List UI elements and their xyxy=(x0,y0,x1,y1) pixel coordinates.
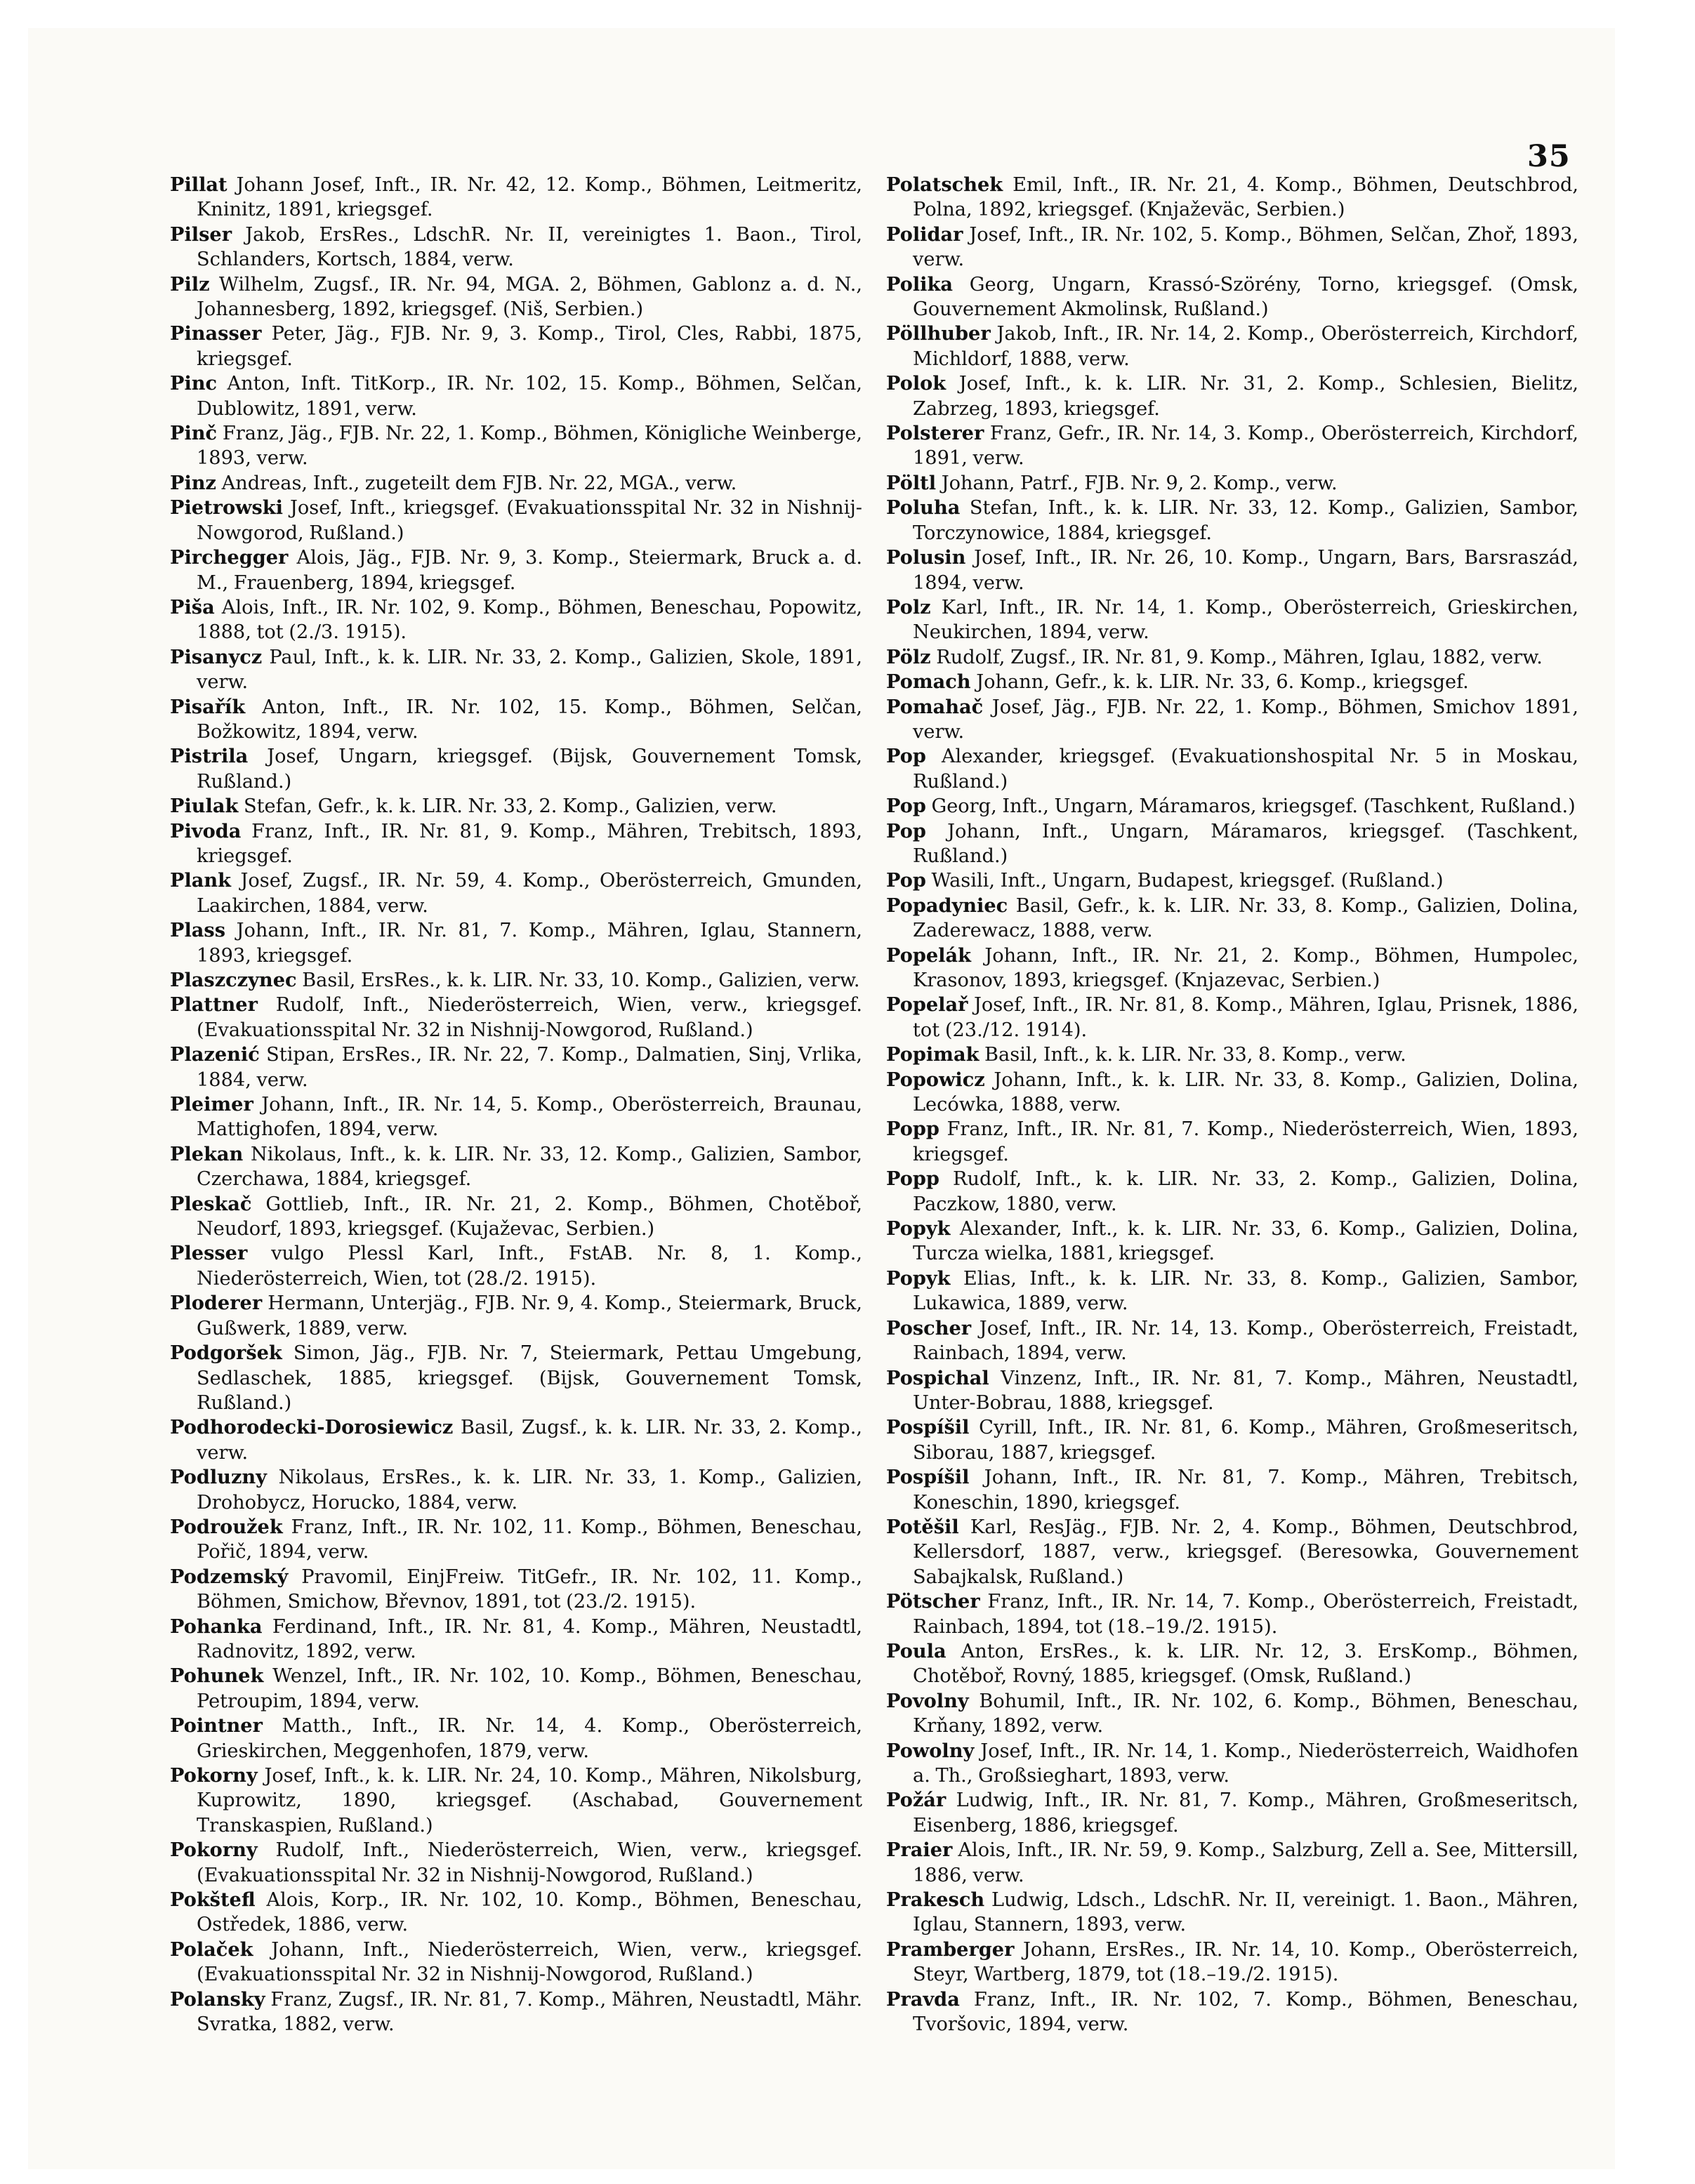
entry-details: Basil, Gefr., k. k. LIR. Nr. 33, 8. Komp., Galizien, Dolina, Zaderewacz, 1888, verw. xyxy=(913,894,1578,942)
entry-surname: Pirchegger xyxy=(170,546,289,569)
entry-surname: Polusin xyxy=(886,546,966,569)
entry-details: Rudolf, Inft., Niederösterreich, Wien, verw., kriegsgef. (Evakuationsspital Nr. 32 in Nishnij-Nowgorod, Rußland.) xyxy=(197,1839,862,1886)
entry-details: Johann, Inft., Niederösterreich, Wien, verw., kriegsgef. (Evakuationsspital Nr. 32 in Nishnij-Nowgorod, Rußland.) xyxy=(197,1938,862,1986)
list-entry xyxy=(170,1888,862,1938)
entry-details: Johann Josef, Inft., IR. Nr. 42, 12. Komp., Böhmen, Leitmeritz, Kninitz, 1891, kriegsgef. xyxy=(197,174,862,221)
entry-surname: Powolny xyxy=(886,1739,975,1762)
entry-details: Josef, Inft., IR. Nr. 102, 5. Komp., Böhmen, Selčan, Zhoř, 1893, verw. xyxy=(913,223,1578,271)
list-entry xyxy=(886,1465,1578,1515)
entry-details: Ludwig, Inft., IR. Nr. 81, 7. Komp., Mähren, Großmeseritsch, Eisenberg, 1886, kriegsgef. xyxy=(913,1789,1578,1836)
entry-details: Andreas, Inft., zugeteilt dem FJB. Nr. 22, MGA., verw. xyxy=(216,472,737,494)
list-entry xyxy=(886,819,1578,869)
entry-details: Josef, Inft., kriegsgef. (Evakuationsspital Nr. 32 in Nishnij-Nowgorod, Rußland.) xyxy=(197,497,862,544)
list-entry xyxy=(886,695,1578,745)
entry-details: Jakob, Inft., IR. Nr. 14, 2. Komp., Oberösterreich, Kirchdorf, Michldorf, 1888, verw. xyxy=(913,323,1578,370)
entry-surname: Popyk xyxy=(886,1266,951,1290)
entry-surname: Podluzny xyxy=(170,1466,267,1489)
list-entry xyxy=(170,1763,862,1838)
entry-details: Nikolaus, Inft., k. k. LIR. Nr. 33, 12. Komp., Galizien, Sambor, Czerchawa, 1884, kriegsgef. xyxy=(197,1143,862,1191)
entry-surname: Podhorodecki-Dorosiewicz xyxy=(170,1416,454,1439)
entry-details: Josef, Inft., IR. Nr. 14, 13. Komp., Oberösterreich, Freistadt, Rainbach, 1894, verw. xyxy=(913,1317,1578,1365)
entry-details: Basil, Zugsf., k. k. LIR. Nr. 33, 2. Komp., verw. xyxy=(197,1417,862,1464)
list-entry xyxy=(886,1639,1578,1689)
list-entry xyxy=(170,819,862,869)
entry-surname: Požár xyxy=(886,1789,947,1812)
entry-details: Peter, Jäg., FJB. Nr. 9, 3. Komp., Tirol, Cles, Rabbi, 1875, kriegsgef. xyxy=(197,323,862,370)
entry-details: Hermann, Unterjäg., FJB. Nr. 9, 4. Komp., Steiermark, Bruck, Gußwerk, 1889, verw. xyxy=(197,1292,862,1339)
list-entry xyxy=(886,421,1578,471)
entry-surname: Popelák xyxy=(886,944,971,967)
list-entry xyxy=(170,496,862,545)
list-entry xyxy=(170,471,862,496)
entry-details: Franz, Inft., IR. Nr. 102, 11. Komp., Böhmen, Beneschau, Pořič, 1894, verw. xyxy=(197,1516,862,1563)
entry-surname: Pomahač xyxy=(886,695,984,718)
entry-details: Ludwig, Ldsch., LdschR. Nr. II, vereinigt. 1. Baon., Mähren, Iglau, Stannern, 1893, verw. xyxy=(913,1889,1578,1936)
list-entry xyxy=(170,1341,862,1415)
list-entry xyxy=(170,173,862,223)
entry-details: Nikolaus, ErsRes., k. k. LIR. Nr. 33, 1. Komp., Galizien, Drohobycz, Horucko, 1884, verw. xyxy=(197,1467,862,1514)
entry-details: Anton, Inft., IR. Nr. 102, 15. Komp., Böhmen, Selčan, Božkowitz, 1894, verw. xyxy=(197,696,862,743)
list-entry xyxy=(170,545,862,595)
entry-details: Emil, Inft., IR. Nr. 21, 4. Komp., Böhmen, Deutschbrod, Polna, 1892, kriegsgef. (Knjaževäc, Serbien.) xyxy=(913,174,1578,221)
list-entry xyxy=(886,1415,1578,1465)
entry-surname: Plaszczynec xyxy=(170,969,297,991)
list-entry xyxy=(170,1987,862,2037)
list-entry xyxy=(170,695,862,745)
entry-surname: Plazenić xyxy=(170,1043,260,1066)
entry-details: Rudolf, Inft., Niederösterreich, Wien, verw., kriegsgef. (Evakuationsspital Nr. 32 in Nishnij-Nowgorod, Rußland.) xyxy=(197,994,862,1041)
entry-surname: Pohanka xyxy=(170,1615,263,1638)
list-entry xyxy=(170,868,862,918)
list-entry xyxy=(886,944,1578,993)
entry-surname: Plekan xyxy=(170,1142,244,1165)
entry-details: Rudolf, Inft., k. k. LIR. Nr. 33, 2. Komp., Galizien, Dolina, Paczkow, 1880, verw. xyxy=(913,1168,1578,1215)
entry-surname: Pokorny xyxy=(170,1764,258,1787)
entry-surname: Pop xyxy=(886,869,926,892)
entry-surname: Pohunek xyxy=(170,1665,264,1688)
entry-details: Alois, Korp., IR. Nr. 102, 10. Komp., Böhmen, Beneschau, Ostředek, 1886, verw. xyxy=(197,1889,862,1936)
entry-surname: Pilser xyxy=(170,223,232,246)
entry-surname: Pleskač xyxy=(170,1192,252,1215)
entry-surname: Polansky xyxy=(170,1987,265,2011)
entry-surname: Pöllhuber xyxy=(886,322,991,345)
entry-surname: Polsterer xyxy=(886,422,984,445)
list-entry xyxy=(170,744,862,794)
list-entry xyxy=(170,1142,862,1192)
entry-surname: Pistrila xyxy=(170,745,249,768)
entry-details: Johann, ErsRes., IR. Nr. 14, 10. Komp., Oberösterreich, Steyr, Wartberg, 1879, tot (18.–19./2. 1915). xyxy=(913,1938,1578,1986)
list-entry xyxy=(886,1117,1578,1167)
list-entry xyxy=(170,223,862,272)
entry-surname: Pop xyxy=(886,795,926,818)
entry-surname: Podgoršek xyxy=(170,1342,282,1365)
entry-details: Stefan, Gefr., k. k. LIR. Nr. 33, 2. Komp., Galizien, verw. xyxy=(238,795,777,818)
entry-surname: Potěšil xyxy=(886,1515,959,1538)
list-entry xyxy=(170,1241,862,1291)
entry-details: Ferdinand, Inft., IR. Nr. 81, 4. Komp., Mähren, Neustadtl, Radnovitz, 1892, verw. xyxy=(197,1615,862,1662)
list-entry xyxy=(170,1565,862,1615)
entry-details: Georg, Inft., Ungarn, Máramaros, kriegsgef. (Taschkent, Rußland.) xyxy=(925,795,1576,818)
entry-details: Bohumil, Inft., IR. Nr. 102, 6. Komp., Böhmen, Beneschau, Krňany, 1892, verw. xyxy=(913,1690,1578,1738)
list-entry xyxy=(886,1788,1578,1838)
entry-details: Josef, Ungarn, kriegsgef. (Bijsk, Gouvernement Tomsk, Rußland.) xyxy=(197,746,862,793)
entry-details: Johann, Inft., k. k. LIR. Nr. 33, 8. Komp., Galizien, Dolina, Lecówka, 1888, verw. xyxy=(913,1068,1578,1116)
entry-details: Johann, Patrf., FJB. Nr. 9, 2. Komp., verw. xyxy=(936,472,1338,494)
list-entry xyxy=(886,1888,1578,1938)
list-entry xyxy=(886,471,1578,496)
list-entry xyxy=(170,1714,862,1763)
entry-surname: Polaček xyxy=(170,1938,253,1961)
entry-surname: Popyk xyxy=(886,1217,951,1240)
entry-surname: Pop xyxy=(886,745,926,768)
entry-surname: Polz xyxy=(886,595,931,618)
list-entry xyxy=(170,1291,862,1341)
entry-surname: Polok xyxy=(886,372,947,395)
entry-details: Vinzenz, Inft., IR. Nr. 81, 7. Komp., Mähren, Neustadtl, Unter-Bobrau, 1888, kriegsgef. xyxy=(913,1367,1578,1414)
entry-details: Wenzel, Inft., IR. Nr. 102, 10. Komp., Böhmen, Beneschau, Petroupim, 1894, verw. xyxy=(197,1665,862,1712)
entry-details: Basil, Inft., k. k. LIR. Nr. 33, 8. Komp., verw. xyxy=(979,1044,1406,1066)
entry-details: vulgo Plessl Karl, Inft., FstAB. Nr. 8, 1. Komp., Niederösterreich, Wien, tot (28./2. 1915). xyxy=(197,1243,862,1290)
entry-details: Matth., Inft., IR. Nr. 14, 4. Komp., Oberösterreich, Grieskirchen, Meggenhofen, 1879, verw. xyxy=(197,1715,862,1762)
list-entry xyxy=(886,670,1578,694)
entry-surname: Pospichal xyxy=(886,1366,989,1389)
list-entry xyxy=(170,272,862,322)
entry-details: Franz, Gefr., IR. Nr. 14, 3. Komp., Oberösterreich, Kirchdorf, 1891, verw. xyxy=(913,423,1578,470)
entry-details: Karl, Inft., IR. Nr. 14, 1. Komp., Oberösterreich, Grieskirchen, Neukirchen, 1894, verw. xyxy=(913,596,1578,644)
entry-details: Franz, Inft., IR. Nr. 102, 7. Komp., Böhmen, Beneschau, Tvoršovic, 1894, verw. xyxy=(913,1988,1578,2036)
entry-surname: Popimak xyxy=(886,1043,980,1066)
entry-details: Anton, ErsRes., k. k. LIR. Nr. 12, 3. ErsKomp., Böhmen, Chotěboř, Rovný, 1885, kriegsgef. (Omsk, Rußland.) xyxy=(913,1640,1578,1688)
entry-surname: Pokštefl xyxy=(170,1888,256,1912)
list-entry xyxy=(170,1938,862,1987)
list-entry xyxy=(886,794,1578,819)
entry-details: Jakob, ErsRes., LdschR. Nr. II, vereinigtes 1. Baon., Tirol, Schlanders, Kortsch, 1884, verw. xyxy=(197,223,862,271)
entry-surname: Pospíšil xyxy=(886,1416,970,1439)
list-entry xyxy=(886,1987,1578,2037)
entry-details: Franz, Inft., IR. Nr. 14, 7. Komp., Oberösterreich, Freistadt, Rainbach, 1894, tot (18.–19./2. 1915). xyxy=(913,1591,1578,1638)
list-entry xyxy=(886,1167,1578,1217)
entry-surname: Plattner xyxy=(170,993,258,1017)
entry-details: Simon, Jäg., FJB. Nr. 7, Steiermark, Pettau Umgebung, Sedlaschek, 1885, kriegsgef. (Bijsk, Gouvernement Tomsk, Rußland.) xyxy=(197,1342,862,1414)
entry-details: Johann, Inft., IR. Nr. 14, 5. Komp., Oberösterreich, Braunau, Mattighofen, 1894, verw. xyxy=(197,1094,862,1141)
list-entry xyxy=(886,371,1578,421)
entry-surname: Popadyniec xyxy=(886,894,1008,917)
entry-details: Stefan, Inft., k. k. LIR. Nr. 33, 12. Komp., Galizien, Sambor, Torczynowice, 1884, kriegsgef. xyxy=(913,497,1578,544)
entry-surname: Povolny xyxy=(886,1689,969,1712)
document-page xyxy=(28,28,1615,2169)
list-entry xyxy=(886,1838,1578,1888)
list-entry xyxy=(886,322,1578,371)
entry-surname: Pötscher xyxy=(886,1590,980,1613)
entry-details: Josef, Inft., IR. Nr. 81, 8. Komp., Mähren, Iglau, Prisnek, 1886, tot (23./12. 1914). xyxy=(913,994,1578,1041)
entry-surname: Pointner xyxy=(170,1714,263,1738)
entry-surname: Plass xyxy=(170,919,226,942)
entry-surname: Pölz xyxy=(886,645,931,668)
entry-surname: Pillat xyxy=(170,173,227,196)
list-entry xyxy=(170,322,862,371)
entry-surname: Popp xyxy=(886,1118,939,1141)
list-entry xyxy=(886,993,1578,1043)
right-column xyxy=(886,173,1578,2037)
entry-details: Karl, ResJäg., FJB. Nr. 2, 4. Komp., Böhmen, Deutschbrod, Kellersdorf, 1887, verw., kriegsgef. (Beresowka, Gouvernement Sabajkalsk, Rußland.) xyxy=(913,1516,1578,1588)
list-entry xyxy=(886,1366,1578,1416)
entry-details: Josef, Inft., IR. Nr. 14, 1. Komp., Niederösterreich, Waidhofen a. Th., Großsieghart, 1893, verw. xyxy=(913,1740,1578,1787)
entry-details: Franz, Inft., IR. Nr. 81, 7. Komp., Niederösterreich, Wien, 1893, kriegsgef. xyxy=(913,1118,1578,1165)
entry-surname: Pomach xyxy=(886,670,971,694)
list-entry xyxy=(886,744,1578,794)
entry-details: Johann, Inft., IR. Nr. 81, 7. Komp., Mähren, Iglau, Stannern, 1893, kriegsgef. xyxy=(197,920,862,967)
entry-details: Alexander, kriegsgef. (Evakuationshospital Nr. 5 in Moskau, Rußland.) xyxy=(913,746,1578,793)
entry-surname: Pinasser xyxy=(170,322,262,345)
entry-surname: Prakesch xyxy=(886,1888,985,1912)
page-number: 35 xyxy=(1527,139,1571,174)
entry-details: Alois, Inft., IR. Nr. 102, 9. Komp., Böhmen, Beneschau, Popowitz, 1888, tot (2./3. 1915). xyxy=(197,596,862,644)
entry-surname: Pöltl xyxy=(886,471,937,494)
list-entry xyxy=(170,595,862,645)
entry-details: Johann, Inft., IR. Nr. 21, 2. Komp., Böhmen, Humpolec, Krasonov, 1893, kriegsgef. (Knjazevac, Serbien.) xyxy=(913,944,1578,991)
list-entry xyxy=(886,1739,1578,1789)
list-entry xyxy=(170,645,862,695)
entry-details: Gottlieb, Inft., IR. Nr. 21, 2. Komp., Böhmen, Chotěboř, Neudorf, 1893, kriegsgef. (Kujaževac, Serbien.) xyxy=(197,1193,862,1240)
entry-surname: Pivoda xyxy=(170,819,242,842)
entry-details: Wilhelm, Zugsf., IR. Nr. 94, MGA. 2, Böhmen, Gablonz a. d. N., Johannesberg, 1892, kriegsgef. (Niš, Serbien.) xyxy=(197,273,862,321)
entry-details: Josef, Inft., IR. Nr. 26, 10. Komp., Ungarn, Bars, Barsraszád, 1894, verw. xyxy=(913,547,1578,594)
entry-surname: Pietrowski xyxy=(170,496,283,519)
entry-surname: Pisařík xyxy=(170,695,246,718)
list-entry xyxy=(886,645,1578,670)
list-entry xyxy=(886,173,1578,223)
entry-details: Johann, Inft., Ungarn, Máramaros, kriegsgef. (Taschkent, Rußland.) xyxy=(913,820,1578,867)
entry-surname: Pravda xyxy=(886,1987,960,2011)
entry-surname: Podroužek xyxy=(170,1515,283,1538)
entry-surname: Polidar xyxy=(886,223,963,246)
entry-details: Georg, Ungarn, Krassó-Szörény, Torno, kriegsgef. (Omsk, Gouvernement Akmolinsk, Rußland.) xyxy=(913,273,1578,321)
entry-details: Josef, Inft., k. k. LIR. Nr. 24, 10. Komp., Mähren, Nikolsburg, Kuprowitz, 1890, kriegsgef. (Aschabad, Gouvernement Transkaspien, Rußland.) xyxy=(197,1765,862,1836)
entry-surname: Pinz xyxy=(170,471,216,494)
entry-surname: Plesser xyxy=(170,1242,248,1265)
entry-details: Franz, Zugsf., IR. Nr. 81, 7. Komp., Mähren, Neustadtl, Mähr. Svratka, 1882, verw. xyxy=(197,1988,862,2036)
entry-details: Alexander, Inft., k. k. LIR. Nr. 33, 6. Komp., Galizien, Dolina, Turcza wielka, 1881, kriegsgef. xyxy=(913,1218,1578,1265)
entry-surname: Pokorny xyxy=(170,1839,258,1862)
entry-details: Alois, Inft., IR. Nr. 59, 9. Komp., Salzburg, Zell a. See, Mittersill, 1886, verw. xyxy=(913,1839,1578,1886)
entry-details: Wasili, Inft., Ungarn, Budapest, kriegsgef. (Rußland.) xyxy=(925,870,1444,892)
entry-surname: Poscher xyxy=(886,1316,972,1339)
entry-details: Franz, Jäg., FJB. Nr. 22, 1. Komp., Böhmen, Königliche Weinberge, 1893, verw. xyxy=(197,423,862,470)
entry-details: Stipan, ErsRes., IR. Nr. 22, 7. Komp., Dalmatien, Sinj, Vrlika, 1884, verw. xyxy=(197,1044,862,1091)
list-entry xyxy=(170,1664,862,1714)
list-entry xyxy=(886,1266,1578,1316)
list-entry xyxy=(886,1689,1578,1739)
entry-surname: Plank xyxy=(170,869,231,892)
entry-surname: Pinc xyxy=(170,372,218,395)
list-entry xyxy=(170,794,862,819)
entry-details: Josef, Inft., k. k. LIR. Nr. 31, 2. Komp., Schlesien, Bielitz, Zabrzeg, 1893, kriegsgef. xyxy=(913,373,1578,420)
entry-surname: Poluha xyxy=(886,496,961,519)
list-entry xyxy=(886,1217,1578,1266)
entry-surname: Praier xyxy=(886,1839,953,1862)
entry-details: Josef, Zugsf., IR. Nr. 59, 4. Komp., Oberösterreich, Gmunden, Laakirchen, 1884, verw. xyxy=(197,870,862,917)
list-entry xyxy=(170,1043,862,1092)
entry-surname: Pop xyxy=(886,819,926,842)
list-entry xyxy=(886,1043,1578,1067)
left-column xyxy=(170,173,862,2037)
entry-surname: Polatschek xyxy=(886,173,1003,196)
entry-surname: Podzemský xyxy=(170,1565,289,1588)
entry-surname: Popelař xyxy=(886,993,968,1017)
entry-details: Pravomil, EinjFreiw. TitGefr., IR. Nr. 102, 11. Komp., Böhmen, Smichow, Břevnov, 1891, tot (23./2. 1915). xyxy=(197,1566,862,1613)
entry-surname: Popp xyxy=(886,1167,939,1191)
entry-details: Basil, ErsRes., k. k. LIR. Nr. 33, 10. Komp., Galizien, verw. xyxy=(296,969,860,991)
entry-details: Rudolf, Zugsf., IR. Nr. 81, 9. Komp., Mähren, Iglau, 1882, verw. xyxy=(930,646,1543,668)
entry-surname: Ploderer xyxy=(170,1292,263,1315)
list-entry xyxy=(886,868,1578,893)
entry-surname: Pleimer xyxy=(170,1093,253,1116)
entry-surname: Piulak xyxy=(170,795,239,818)
entry-details: Paul, Inft., k. k. LIR. Nr. 33, 2. Komp., Galizien, Skole, 1891, verw. xyxy=(197,646,862,694)
list-entry xyxy=(170,1515,862,1565)
list-entry xyxy=(886,545,1578,595)
entry-details: Elias, Inft., k. k. LIR. Nr. 33, 8. Komp., Galizien, Sambor, Lukawica, 1889, verw. xyxy=(913,1267,1578,1315)
entry-details: Josef, Jäg., FJB. Nr. 22, 1. Komp., Böhmen, Smichov 1891, verw. xyxy=(913,696,1578,743)
list-entry xyxy=(886,894,1578,944)
list-entry xyxy=(886,1589,1578,1639)
entry-surname: Poula xyxy=(886,1639,947,1662)
entry-surname: Pilz xyxy=(170,272,210,296)
entry-surname: Polika xyxy=(886,272,953,296)
list-entry xyxy=(170,968,862,993)
list-entry xyxy=(170,918,862,968)
list-entry xyxy=(886,1938,1578,1987)
entry-details: Johann, Inft., IR. Nr. 81, 7. Komp., Mähren, Trebitsch, Koneschin, 1890, kriegsgef. xyxy=(913,1467,1578,1514)
list-entry xyxy=(170,993,862,1043)
list-entry xyxy=(170,1615,862,1665)
list-entry xyxy=(886,1515,1578,1589)
list-entry xyxy=(170,1192,862,1242)
entry-surname: Piša xyxy=(170,595,215,618)
entry-details: Franz, Inft., IR. Nr. 81, 9. Komp., Mähren, Trebitsch, 1893, kriegsgef. xyxy=(197,820,862,867)
list-entry xyxy=(886,1316,1578,1366)
list-entry xyxy=(170,421,862,471)
entry-surname: Pisanycz xyxy=(170,645,263,668)
list-entry xyxy=(170,1092,862,1142)
entry-details: Cyrill, Inft., IR. Nr. 81, 6. Komp., Mähren, Großmeseritsch, Siborau, 1887, kriegsgef. xyxy=(913,1417,1578,1464)
entry-details: Alois, Jäg., FJB. Nr. 9, 3. Komp., Steiermark, Bruck a. d. M., Frauenberg, 1894, kriegsgef. xyxy=(197,547,862,594)
list-entry xyxy=(170,1465,862,1515)
entry-details: Anton, Inft. TitKorp., IR. Nr. 102, 15. Komp., Böhmen, Selčan, Dublowitz, 1891, verw. xyxy=(197,373,862,420)
list-entry xyxy=(886,223,1578,272)
list-entry xyxy=(886,595,1578,645)
list-entry xyxy=(886,272,1578,322)
list-entry xyxy=(170,371,862,421)
entry-surname: Popowicz xyxy=(886,1068,985,1091)
list-entry xyxy=(170,1838,862,1888)
entry-surname: Pinč xyxy=(170,422,218,445)
entry-surname: Pospíšil xyxy=(886,1466,970,1489)
list-entry xyxy=(170,1415,862,1465)
entry-details: Johann, Gefr., k. k. LIR. Nr. 33, 6. Komp., kriegsgef. xyxy=(970,671,1469,694)
list-entry xyxy=(886,496,1578,545)
list-entry xyxy=(886,1068,1578,1118)
entry-surname: Pramberger xyxy=(886,1938,1015,1961)
